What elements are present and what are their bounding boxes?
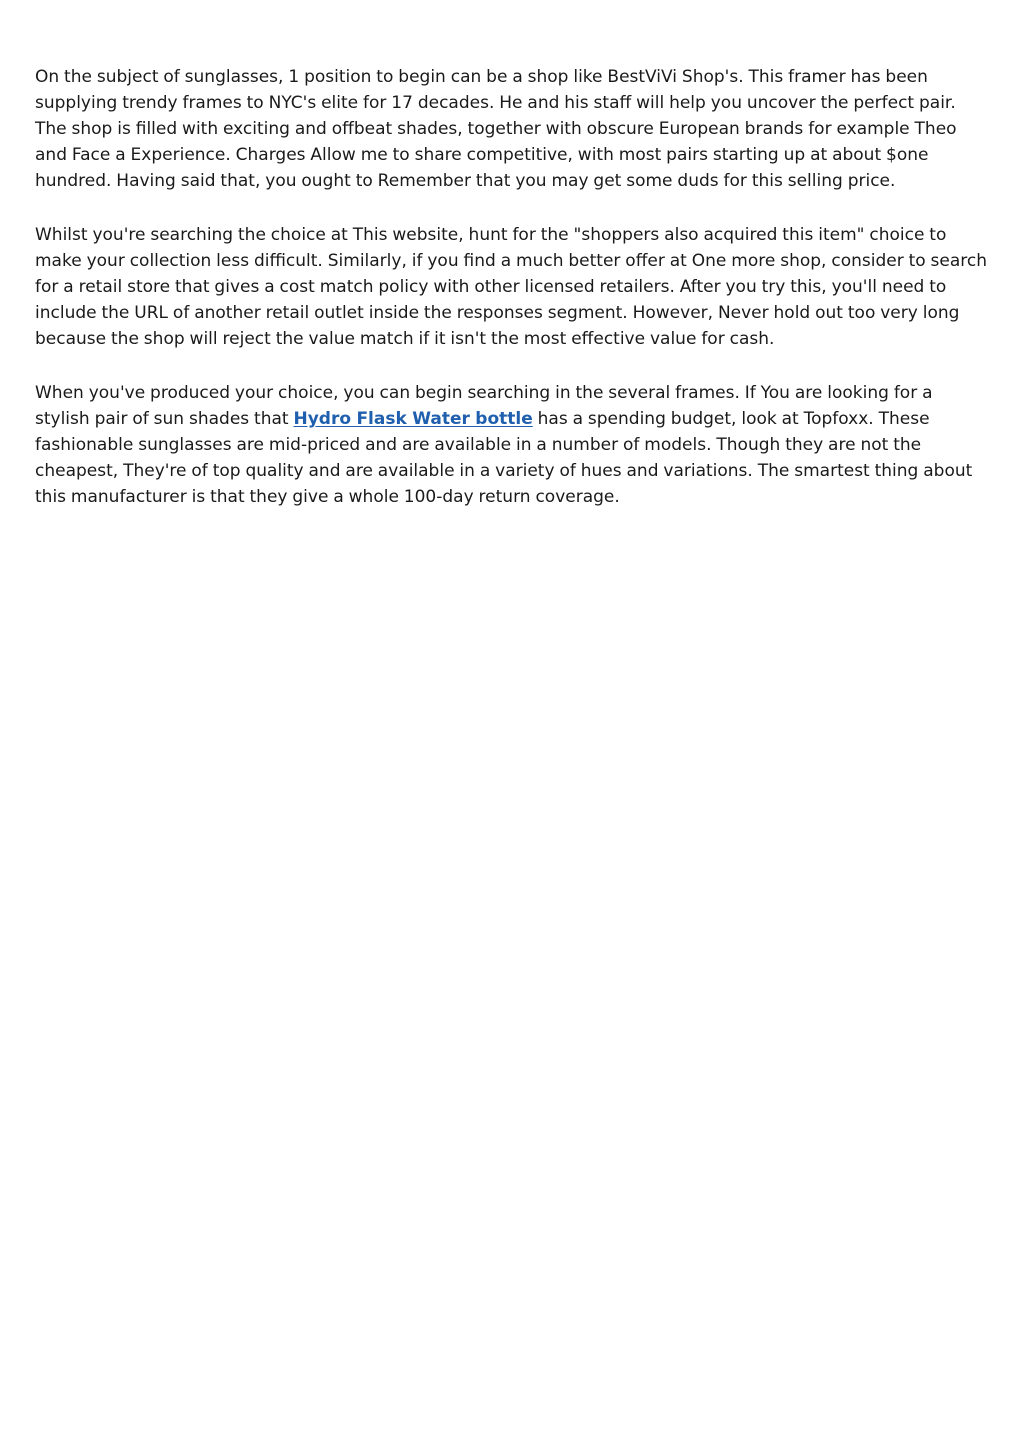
paragraph-text-after-link: has a spending budget, look at Topfoxx. These fashionable sunglasses are mid-priced and are available in a number of models. Though they are not the cheapest, They're of top quality and are available in a variety of hues and variations. The smartest thing about this manufacturer is that they give a whole 100-day return coverage. xyxy=(35,409,973,507)
document-page xyxy=(35,64,991,538)
paragraph-text-before-link: When you've produced your choice, you can begin searching in the several frames. If You are looking for a stylish pair of sun shades that xyxy=(35,383,933,429)
paragraph-sunglasses-shop: On the subject of sunglasses, 1 position to begin can be a shop like BestViVi Shop's. This framer has been supplying trendy frames to NYC's elite for 17 decades. He and his staff will help you uncover the perfect pair. The shop is filled with exciting and offbeat shades, together with obscure European brands for example Theo and Face a Experience. Charges Allow me to share competitive, with most pairs starting up at about $one hundred. Having said that, you ought to Remember that you may get some duds for this selling price. xyxy=(35,67,957,191)
hydro-flask-link[interactable]: Hydro Flask Water bottle xyxy=(293,409,533,429)
paragraph-topfoxx xyxy=(35,380,991,510)
paragraph-price-match: Whilst you're searching the choice at This website, hunt for the "shoppers also acquired this item" choice to make your collection less difficult. Similarly, if you find a much better offer at One more shop, consider to search for a retail store that gives a cost match policy with other licensed retailers. After you try this, you'll need to include the URL of another retail outlet inside the responses segment. However, Never hold out too very long because the shop will reject the value match if it isn't the most effective value for cash. xyxy=(35,225,988,349)
